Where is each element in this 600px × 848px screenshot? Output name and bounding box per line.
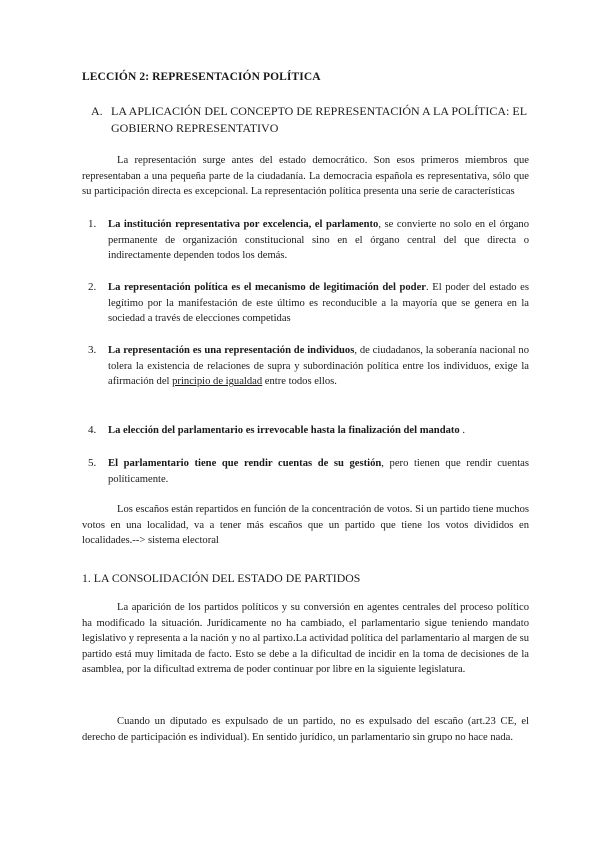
section-1-heading: 1. LA CONSOLIDACIÓN DEL ESTADO DE PARTIDOS <box>82 571 361 585</box>
list-item-text-end: entre todos ellos. <box>262 376 337 388</box>
list-item-text: , pero tienen que rendir cuentas políticamente. <box>108 458 529 485</box>
partidos-paragraph-1 <box>82 600 529 678</box>
section-a-text: LA APLICACIÓN DEL CONCEPTO DE REPRESENTACIÓN A LA POLÍTICA: EL GOBIERNO REPRESENTATIVO <box>111 104 527 135</box>
list-item-text: . <box>459 425 466 436</box>
underlined-term: principio de igualdad <box>172 376 263 388</box>
lesson-title: LECCIÓN 2: REPRESENTACIÓN POLÍTICA <box>82 71 321 83</box>
list-item-text: , de ciudadanos, la soberanía nacional no tolera la existencia de relaciones de supra y subordinación política entre los individuos, exige la afirmación del <box>108 345 529 388</box>
list-item-bold: El parlamentario tiene que rendir cuentas de su gestión <box>108 458 382 469</box>
list-item-bold: La representación es una representación de individuos <box>108 345 355 356</box>
section-a-letter: A. <box>91 104 103 118</box>
escanos-text: Los escaños están repartidos en función de la concentración de votos. Si un partido tiene muchos votos en una localidad, va a tener más escaños que un partido que tiene los votos divididos en localidades.--> sistema electoral <box>82 504 529 547</box>
list-item-number: 4. <box>88 424 97 436</box>
list-item-number: 1. <box>88 218 97 230</box>
list-item-number: 2. <box>88 281 97 293</box>
list-item-number: 5. <box>88 457 97 469</box>
list-item-number: 3. <box>88 344 97 356</box>
list-item-text: , se convierte no solo en el órgano permanente de organización constitucional sino en el órgano central del que directa o indirectamente dependen todos los demás. <box>108 219 529 262</box>
list-item <box>88 423 529 439</box>
intro-text: La representación surge antes del estado democrático. Son esos primeros miembros que representaban a una pequeña parte de la ciudadanía. La democracia española es representativa, sólo que su participación directa es excepcional. La representación política presenta una serie de características <box>82 155 529 198</box>
list-item <box>88 280 529 327</box>
partidos-text-1: La aparición de los partidos políticos y su conversión en agentes centrales del proceso político ha modificado la situación. Jurídicamente no ha cambiado, el parlamentario sigue teniendo mandato legislativo y representa a la nación y no al partixo.La actividad política del parlamentario al margen de su partido está muy limitada de facto. Esto se debe a la dificultad de incidir en la toma de decisiones de la asamblea, por la dificultad extrema de poder continuar por libre en la siguiente legislatura. <box>82 602 529 676</box>
escanos-paragraph <box>82 502 529 549</box>
list-item <box>88 343 529 390</box>
partidos-paragraph-2 <box>82 714 529 745</box>
list-item-text: . El poder del estado es legítimo por la manifestación de este último es reconducible a la mayoría que se genera en la sociedad a través de elecciones competidas <box>108 282 529 325</box>
list-item-bold: La representación política es el mecanismo de legitimación del poder <box>108 282 426 293</box>
section-a-heading <box>91 103 541 137</box>
partidos-text-2: Cuando un diputado es expulsado de un partido, no es expulsado del escaño (art.23 CE, el derecho de participación es individual). En sentido jurídico, un parlamentario sin grupo no hace nada. <box>82 716 529 743</box>
intro-paragraph <box>82 153 529 200</box>
list-item <box>88 456 529 487</box>
list-item-bold: La elección del parlamentario es irrevocable hasta la finalización del mandato <box>108 425 460 436</box>
list-item <box>88 217 529 264</box>
list-item-bold: La institución representativa por excelencia, el parlamento <box>108 219 379 230</box>
